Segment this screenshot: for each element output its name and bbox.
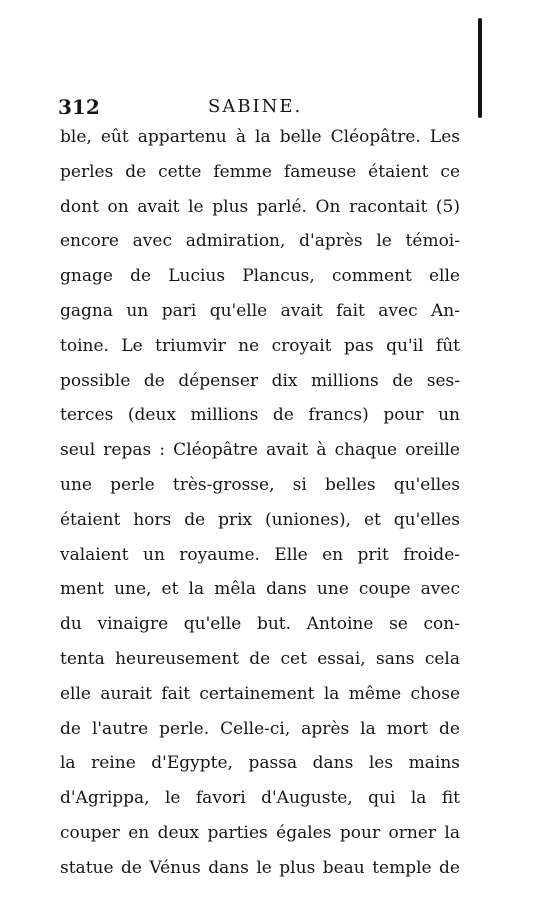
text-line: une perle très-grosse, si belles qu'elles [60,474,460,495]
text-line: valaient un royaume. Elle en prit froide- [60,544,460,565]
text-line: d'Agrippa, le favori d'Auguste, qui la fit [60,788,460,809]
text-line: elle aurait fait certainement la même chose [60,683,460,704]
text-line: ble, eût appartenu à la belle Cléopâtre. Les [60,127,460,147]
text-line: étaient hors de prix (uniones), et qu'elles [60,509,460,530]
text-line: ment une, et la mêla dans une coupe avec [60,579,460,600]
body-text [60,120,460,886]
text-line: perles de cette femme fameuse étaient ce [60,161,460,182]
text-line: de l'autre perle. Celle-ci, après la mort de [60,718,460,739]
text-line: gagna un pari qu'elle avait fait avec An- [60,300,460,321]
text-line: couper en deux parties égales pour orner la [60,822,460,843]
text-line: dont on avait le plus parlé. On racontait (5) [60,196,460,217]
text-line: statue de Vénus dans le plus beau temple de [60,857,460,878]
text-line: du vinaigre qu'elle but. Antoine se con- [60,614,460,635]
text-line: encore avec admiration, d'après le témoi- [60,231,460,252]
text-line: toine. Le triumvir ne croyait pas qu'il fût [60,335,460,356]
text-line: terces (deux millions de francs) pour un [60,405,460,426]
text-line: tenta heureusement de cet essai, sans cela [60,648,460,669]
running-title: SABINE. [208,96,303,117]
page-number: 312 [58,95,100,119]
page-edge-mark [478,18,482,118]
text-line: possible de dépenser dix millions de ses- [60,370,460,391]
text-line: gnage de Lucius Plancus, comment elle [60,266,460,287]
running-head [58,92,468,122]
text-line: la reine d'Egypte, passa dans les mains [60,753,460,774]
text-line: seul repas : Cléopâtre avait à chaque oreille [60,440,460,461]
